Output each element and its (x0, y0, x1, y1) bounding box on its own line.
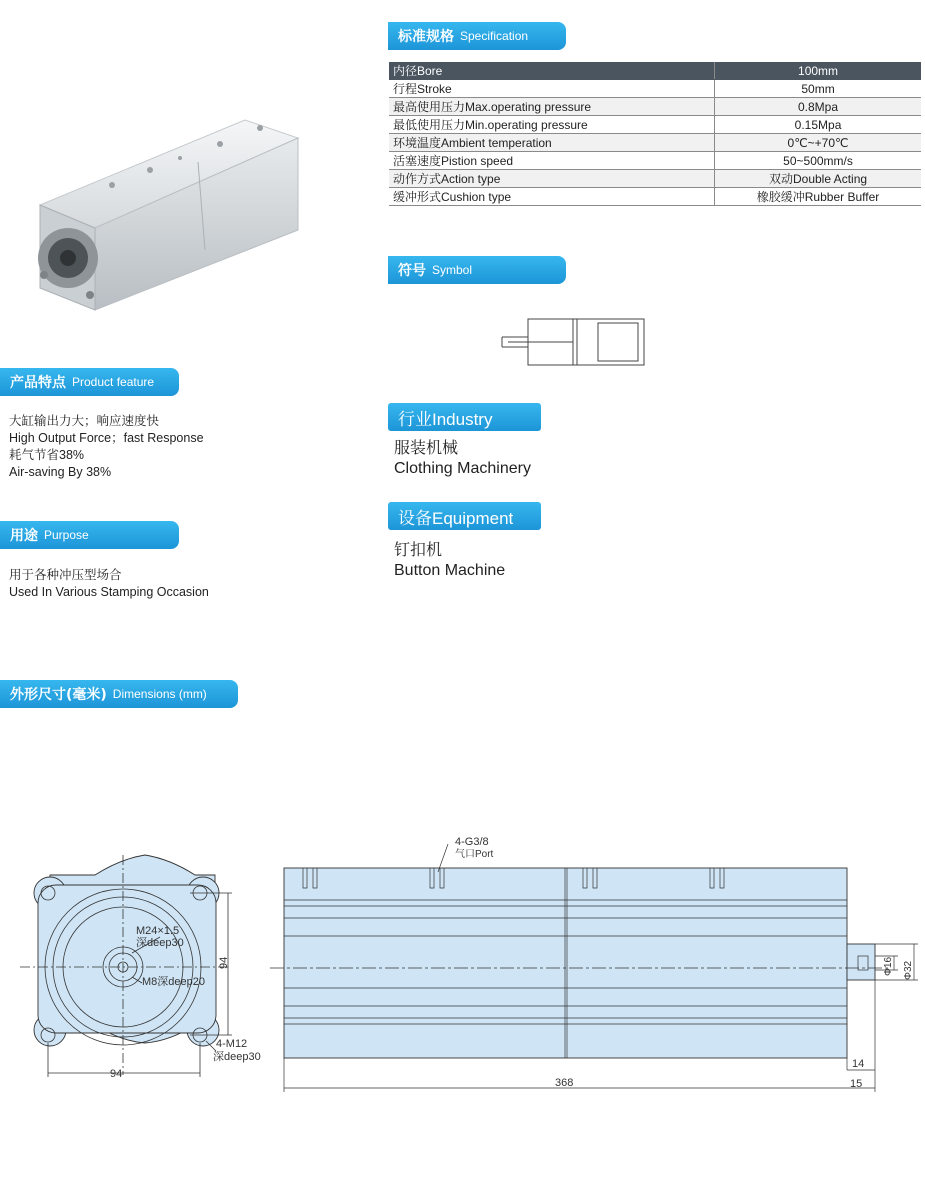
mount-deep-label: 深deep30 (213, 1051, 261, 1063)
spec-label: 内径Bore (389, 62, 715, 80)
spec-value: 0.15Mpa (715, 116, 921, 134)
purpose-text (9, 567, 209, 601)
symbol-header (388, 256, 566, 284)
symbol-header-cn: 符号 (398, 263, 426, 279)
feature-line: High Output Force；fast Response (9, 431, 204, 445)
feature-line: 大缸输出力大；响应速度快 (9, 414, 160, 428)
spec-value: 100mm (715, 62, 921, 80)
front-view-drawing (20, 845, 280, 1085)
industry-header-label: 行业Industry (398, 409, 493, 429)
specification-header-en: Specification (460, 29, 529, 43)
industry-text (394, 439, 531, 479)
spec-label: 活塞速度Pistion speed (389, 152, 715, 170)
center-thread-label: M8深deep20 (142, 976, 205, 988)
equipment-header (388, 502, 541, 530)
purpose-header-en: Purpose (44, 528, 89, 542)
table-row (389, 188, 921, 206)
specification-table (389, 62, 921, 206)
industry-line: 服装机械 (394, 440, 459, 457)
equipment-line: Button Machine (394, 562, 506, 579)
product-feature-text (9, 413, 204, 481)
side-view-drawing (270, 830, 920, 1095)
equipment-header-label: 设备Equipment (398, 508, 514, 528)
table-row (389, 62, 921, 80)
spec-label: 行程Stroke (389, 80, 715, 98)
dimensions-header-en: Dimensions (mm) (112, 687, 207, 701)
spec-value: 双动Double Acting (715, 170, 921, 188)
cylinder-symbol-diagram (498, 315, 648, 370)
table-row (389, 152, 921, 170)
spec-value: 50mm (715, 80, 921, 98)
length-dim: 368 (555, 1077, 574, 1089)
mount-thread-label: 4-M12 (216, 1038, 248, 1050)
purpose-header (0, 521, 179, 549)
rod-diameter-dim: Φ16 (883, 956, 894, 976)
table-row (389, 134, 921, 152)
dim-14: 14 (852, 1058, 865, 1070)
spec-label: 最低使用压力Min.operating pressure (389, 116, 715, 134)
spec-label: 环境温度Ambient temperation (389, 134, 715, 152)
cylinder-product-photo (20, 110, 310, 315)
specification-header-cn: 标准规格 (398, 29, 454, 45)
product-feature-header-en: Product feature (72, 375, 155, 389)
spec-label: 缓冲形式Cushion type (389, 188, 715, 206)
front-width-dim: 94 (110, 1068, 123, 1080)
boss-diameter-dim: Φ32 (903, 960, 914, 980)
front-height-dim: 94 (218, 956, 230, 969)
equipment-text (394, 541, 505, 581)
port-thread-label: 4-G3/8 (455, 836, 489, 848)
product-feature-header (0, 368, 179, 396)
purpose-line: Used In Various Stamping Occasion (9, 585, 209, 599)
table-row (389, 170, 921, 188)
port-label: 气口Port (455, 849, 494, 860)
dimensions-header-cn: 外形尺寸(毫米) (10, 687, 107, 703)
spec-label: 动作方式Action type (389, 170, 715, 188)
spec-label: 最高使用压力Max.operating pressure (389, 98, 715, 116)
dim-15: 15 (850, 1078, 863, 1090)
feature-line: Air-saving By 38% (9, 465, 112, 479)
purpose-header-cn: 用途 (10, 528, 38, 544)
thread-label: M24×1.5 (136, 925, 180, 937)
product-feature-header-cn: 产品特点 (10, 375, 66, 391)
symbol-header-en: Symbol (432, 263, 473, 277)
industry-line: Clothing Machinery (394, 460, 531, 477)
spec-value: 橡胶缓冲Rubber Buffer (715, 188, 921, 206)
spec-value: 0℃~+70℃ (715, 134, 921, 152)
table-row (389, 80, 921, 98)
specification-header (388, 22, 566, 50)
feature-line: 耗气节省38% (9, 448, 85, 462)
spec-value: 0.8Mpa (715, 98, 921, 116)
table-row (389, 116, 921, 134)
table-row (389, 98, 921, 116)
dimensions-header (0, 680, 238, 708)
purpose-line: 用于各种冲压型场合 (9, 568, 122, 582)
industry-header (388, 403, 541, 431)
thread-deep-label: 深deep30 (136, 937, 184, 949)
spec-value: 50~500mm/s (715, 152, 921, 170)
equipment-line: 钉扣机 (394, 542, 443, 559)
